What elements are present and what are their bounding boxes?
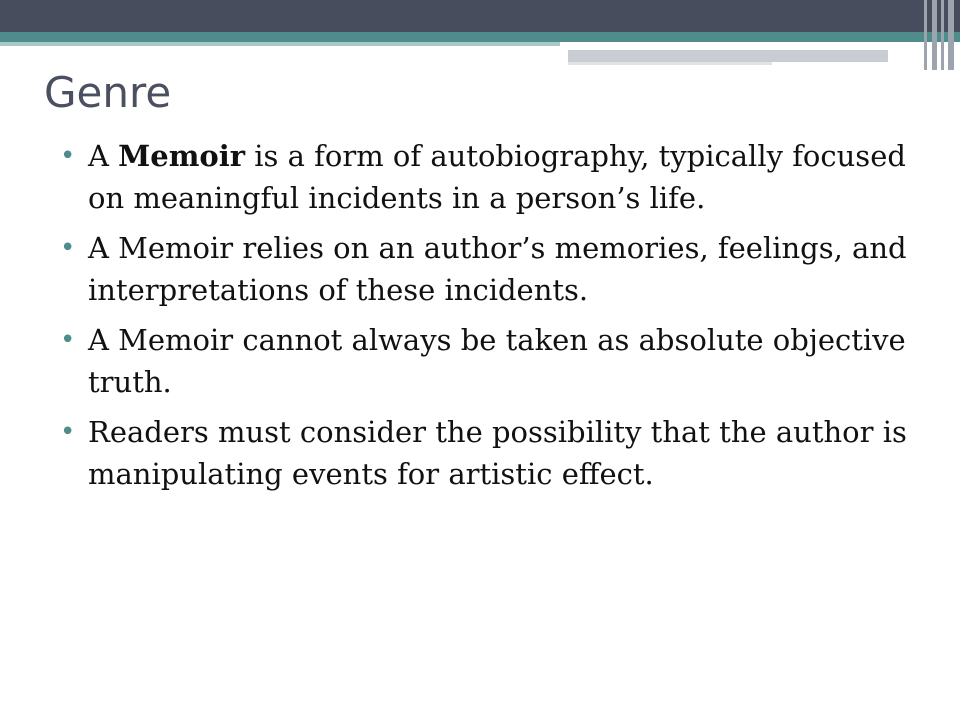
bullet-item — [60, 227, 920, 311]
bullet-item — [60, 411, 920, 495]
bullet-icon: • — [60, 417, 76, 447]
top-band-teal — [0, 32, 960, 42]
bullet-text: A Memoir cannot always be taken as absolute objective truth. — [88, 323, 906, 399]
bullet-text-pre: A — [88, 139, 119, 173]
bullet-text: A Memoir relies on an author’s memories, feelings, and interpretations of these incidents. — [88, 231, 907, 307]
corner-decoration — [920, 0, 960, 70]
bullet-item — [60, 135, 920, 219]
bullet-text-bold: Memoir — [118, 139, 246, 173]
slide-title: Genre — [44, 68, 172, 117]
top-band-gray-strip — [568, 50, 888, 62]
bullet-text-post: is a form of autobiography, typically focused on meaningful incidents in a person’s life. — [88, 139, 906, 215]
top-band-gray-strip-thin — [568, 62, 772, 65]
bullet-icon: • — [60, 141, 76, 171]
bullet-item — [60, 319, 920, 403]
bullet-text: Readers must consider the possibility that the author is manipulating events for artistic effect. — [88, 415, 907, 491]
top-band-highlight — [568, 44, 888, 48]
top-band-dark — [0, 0, 960, 32]
bullet-icon: • — [60, 325, 76, 355]
bullet-list — [60, 135, 920, 503]
top-band-teal-light — [0, 42, 560, 46]
bullet-icon: • — [60, 233, 76, 263]
